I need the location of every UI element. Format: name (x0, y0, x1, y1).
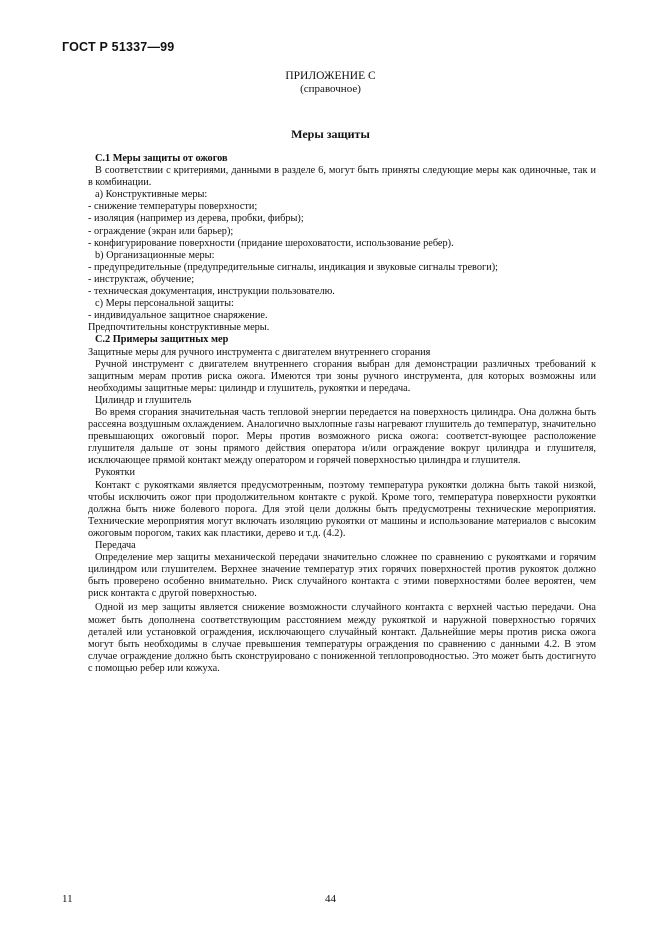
s2-heading: С.2 Примеры защитных мер (95, 334, 229, 346)
cylinder-text: Во время сгорания значительная часть тепловой энергии передается на поверхность цилиндра. Она должна быть рассеяна воздушным охлаждением. Аналогично выхлопные газы нагревают глушитель до температур, значительно превышающих ожоговый порог. Меры против возможного риска ожога: соответст-вующее расположение глушителя дальше от зоны прямого действия оператора и/или ограждение вокруг цилиндра и глушителя, исключающее прямой контакт между оператором и горячей поверхностью цилиндра и глушителя. (88, 406, 596, 467)
s2-intro: Ручной инструмент с двигателем внутреннего сгорания выбран для демонстрации различных требований к защитным мерам против риска ожога. Имеются три зоны ручного инструмента, для которых возможны или необходимы защитные меры: цилиндр и глушитель, рукоятки и передача. (88, 358, 596, 394)
document-body (88, 153, 596, 675)
s1-b-item: - предупредительные (предупредительные сигналы, индикация и звуковые сигналы тревоги); (88, 261, 499, 273)
s1-b-label: b) Организационные меры: (95, 249, 215, 261)
standard-header: ГОСТ Р 51337—99 (62, 40, 175, 54)
s1-a-item: - конфигурирование поверхности (придание шероховатости, использование ребер). (88, 237, 454, 249)
handles-text: Контакт с рукоятками является предусмотренным, поэтому температура рукоятки должна быть такой низкой, чтобы исключить ожог при продолжительном контакте с рукой. Кроме того, температура поверхности рукоятки должна быть ниже болевого порога. Для этой цели должны быть предусмотрены технические мероприятия. Технические мероприятия могут включать изоляцию рукоятки от машины и использование материалов с высоким ожоговым порогом, таких как пластики, дерево и т.д. (4.2). (88, 479, 596, 539)
transmission-text-2: Одной из мер защиты является снижение возможности случайного контакта с верхней частью передачи. Она может быть дополнена соответствующим расстоянием между рукояткой и наружной поверхностью горячих деталей или установкой ограждения, исключающего случайный контакт. Дальнейшие меры против риска ожога могут быть необходимы в случае превышения температуры ограждения по сравнению с данными 4.2. В этом случае ограждение должно быть сконструировано с пониженной теплопроводностью. Это может быть достигнуто с помощью ребер или кожуха. (88, 602, 596, 674)
s1-intro: В соответствии с критериями, данными в разделе 6, могут быть приняты следующие меры как одиночные, так и в комбинации. (88, 165, 596, 189)
section-title: Меры защиты (291, 127, 370, 141)
s1-a-label: a) Конструктивные меры: (95, 189, 208, 201)
transmission-title: Передача (95, 540, 136, 551)
s2-subtitle: Защитные меры для ручного инструмента с двигателем внутреннего сгорания (88, 346, 431, 358)
page-number: 44 (325, 893, 336, 905)
handles-title: Рукоятки (95, 467, 136, 479)
s1-a-item: - снижение температуры поверхности; (88, 201, 258, 213)
s1-preferred: Предпочтительны конструктивные меры. (88, 322, 270, 334)
appendix-subtitle: (справочное) (300, 83, 361, 95)
appendix-title: ПРИЛОЖЕНИЕ С (285, 70, 376, 82)
cylinder-title: Цилиндр и глушитель (95, 394, 192, 406)
s1-b-item: - техническая документация, инструкции пользователю. (88, 286, 335, 298)
s1-c-item: - индивидуальное защитное снаряжение. (88, 310, 268, 322)
s1-a-item: - ограждение (экран или барьер); (88, 225, 234, 237)
footer-left-number: 11 (62, 893, 73, 905)
transmission-text: Определение мер защиты механической передачи значительно сложнее по сравнению с рукоятками и горячим цилиндром или глушителем. Верхнее значение температур этих горячих поверхностей против рукояток должно быть проверено особенно внимательно. Риск случайного контакта с этими поверхностями более вероятен, чем риск контакта с другой поверхностью. (88, 552, 596, 600)
s1-a-item: - изоляция (например из дерева, пробки, фибры); (88, 213, 304, 225)
s1-b-item: - инструктаж, обучение; (88, 273, 195, 285)
s1-c-label: c) Меры персональной защиты: (95, 298, 234, 310)
s1-heading: С.1 Меры защиты от ожогов (95, 153, 228, 164)
